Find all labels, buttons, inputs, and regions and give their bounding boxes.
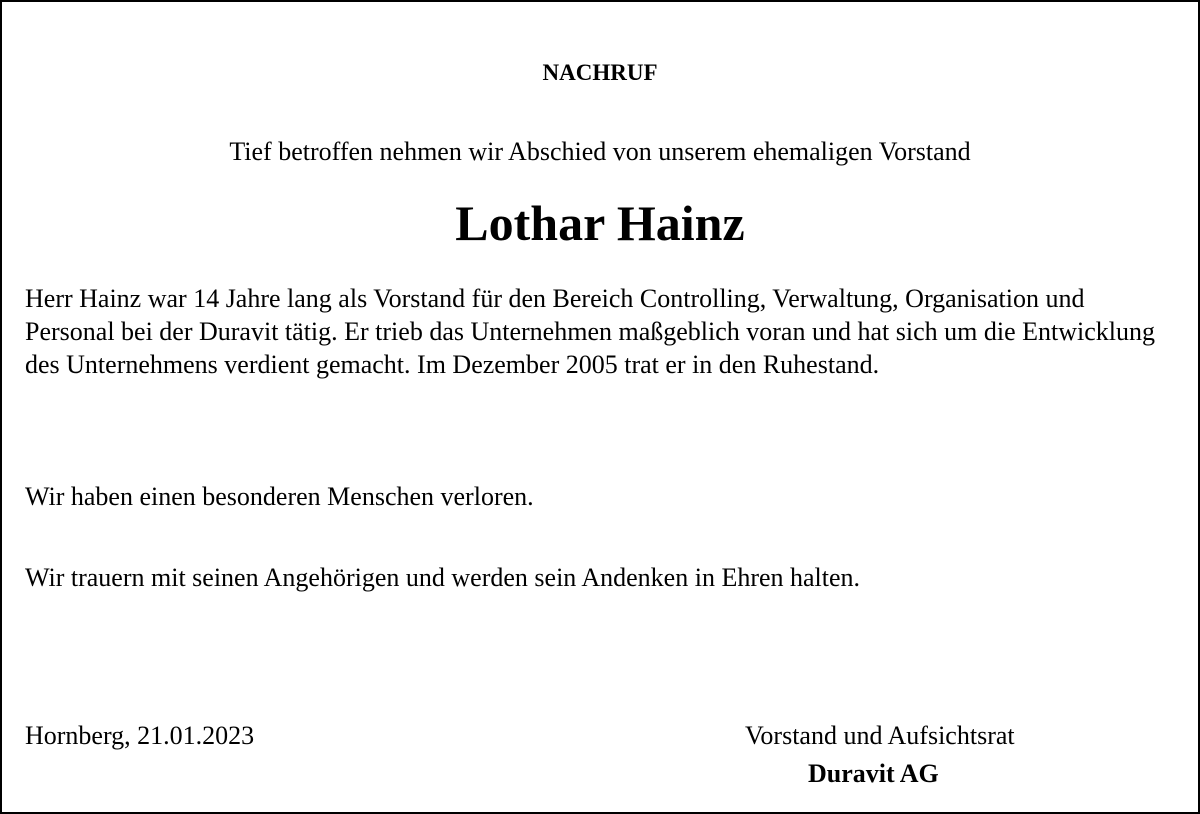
signer-title: Vorstand und Aufsichtsrat: [745, 721, 1015, 750]
place-date: Hornberg, 21.01.2023: [25, 721, 255, 750]
notice-heading: NACHRUF: [542, 60, 658, 85]
intro-line: Tief betroffen nehmen wir Abschied von unserem ehemaligen Vorstand: [229, 137, 971, 166]
mourning-paragraph: Wir trauern mit seinen Angehörigen und werden sein Andenken in Ehren halten.: [25, 563, 861, 592]
deceased-name: Lothar Hainz: [455, 195, 745, 251]
loss-paragraph: Wir haben einen besonderen Menschen verloren.: [25, 482, 534, 511]
signer-company: Duravit AG: [808, 759, 939, 788]
biography-paragraph: Herr Hainz war 14 Jahre lang als Vorstand für den Bereich Controlling, Verwaltung, Organisation und Personal bei der Duravit tätig. Er trieb das Unternehmen maßgeblich voran und hat sich um die Entwicklung des Unternehmens verdient gemacht. Im Dezember 2005 trat er in den Ruhestand.: [25, 284, 1155, 379]
